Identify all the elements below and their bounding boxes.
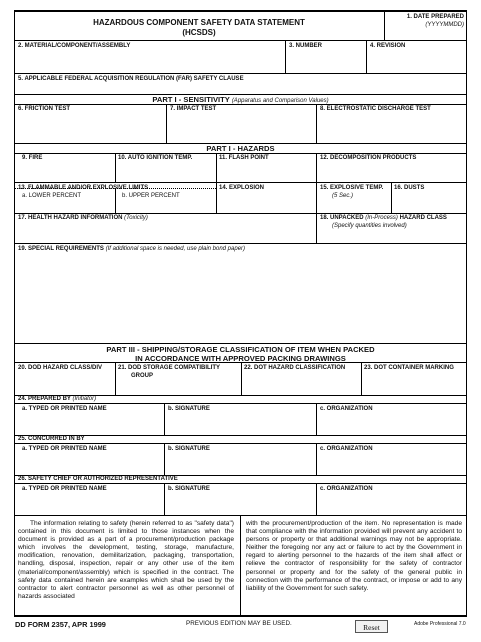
fire-label: 9. FIRE bbox=[22, 155, 43, 161]
rule bbox=[14, 40, 467, 41]
dod-hazard-class-label: 20. DOD HAZARD CLASS/DIV bbox=[18, 365, 103, 371]
flammable-limits-label: 13. FLAMMABLE AND/OR EXPLOSIVE LIMITS bbox=[18, 185, 149, 191]
dot-hazard-field[interactable] bbox=[242, 381, 361, 395]
number-field[interactable] bbox=[286, 51, 366, 73]
date-prepared-field[interactable] bbox=[385, 30, 466, 40]
concurred-signature-field[interactable] bbox=[165, 454, 316, 475]
toxicity-hint: (Toxicity) bbox=[124, 215, 148, 221]
special-requirements-hint: (If additional space is needed, use plain bond paper) bbox=[105, 246, 246, 252]
far-clause-label: 5. APPLICABLE FEDERAL ACQUISITION REGULATION (FAR) SAFETY CLAUSE bbox=[18, 76, 244, 82]
reset-button[interactable]: Reset bbox=[355, 620, 388, 633]
fire-field[interactable] bbox=[15, 163, 115, 182]
date-prepared-label: 1. DATE PREPARED bbox=[406, 14, 464, 20]
rule bbox=[14, 403, 467, 404]
dot-container-label: 23. DOT CONTAINER MARKING bbox=[364, 365, 454, 371]
hazard-class-title: HAZARD CLASS bbox=[399, 215, 447, 221]
rule bbox=[14, 182, 467, 183]
part3-heading bbox=[14, 345, 467, 363]
prepared-signature-label: b. SIGNATURE bbox=[168, 406, 210, 412]
safety-chief-label: 26. SAFETY CHIEF OR AUTHORIZED REPRESENTATIVE bbox=[18, 476, 178, 482]
concurred-signature-label: b. SIGNATURE bbox=[168, 446, 210, 452]
rule bbox=[14, 73, 467, 74]
safety-chief-organization-field[interactable] bbox=[317, 494, 466, 515]
part1-sensitivity-heading bbox=[14, 95, 467, 106]
form-title-line2: (HCSDS) bbox=[182, 28, 216, 37]
dod-storage-field[interactable] bbox=[116, 381, 241, 395]
form-title bbox=[14, 18, 384, 38]
upper-percent-field[interactable] bbox=[116, 201, 216, 213]
form-bottom-border bbox=[14, 615, 467, 617]
hcsds-form bbox=[14, 10, 467, 615]
part1-sensitivity-note: (Apparatus and Comparison Values) bbox=[231, 98, 329, 104]
number-label: 3. NUMBER bbox=[289, 43, 323, 49]
prepared-organization-field[interactable] bbox=[317, 414, 466, 435]
dod-storage-label: 21. DOD STORAGE COMPATIBILITY bbox=[118, 365, 221, 371]
rule bbox=[14, 443, 467, 444]
friction-test-label: 6. FRICTION TEST bbox=[18, 106, 71, 112]
explosive-temp-label: 15. EXPLOSIVE TEMP. bbox=[320, 185, 384, 191]
rule bbox=[14, 243, 467, 244]
far-clause-field[interactable] bbox=[15, 84, 466, 94]
flash-point-label: 11. FLASH POINT bbox=[219, 155, 269, 161]
rule bbox=[14, 153, 467, 154]
prepared-name-label: a. TYPED OR PRINTED NAME bbox=[22, 406, 107, 412]
electrostatic-test-field[interactable] bbox=[317, 114, 466, 143]
safety-chief-name-label: a. TYPED OR PRINTED NAME bbox=[22, 486, 107, 492]
dusts-label: 16. DUSTS bbox=[394, 185, 425, 191]
unpacked-hazard-label bbox=[320, 215, 447, 222]
prepared-by-label bbox=[18, 396, 96, 403]
impact-test-field[interactable] bbox=[167, 114, 316, 143]
rule bbox=[14, 343, 467, 344]
dod-storage-group-label: GROUP bbox=[131, 373, 154, 379]
concurred-name-field[interactable] bbox=[15, 454, 164, 475]
quantities-hint: (Specify quantities involved) bbox=[332, 223, 407, 229]
upper-percent-label: b. UPPER PERCENT bbox=[122, 193, 180, 199]
rule bbox=[14, 483, 467, 484]
part1-hazards-heading: PART I - HAZARDS bbox=[206, 144, 275, 153]
concurred-name-label: a. TYPED OR PRINTED NAME bbox=[22, 446, 107, 452]
form-title-line1: HAZARDOUS COMPONENT SAFETY DATA STATEMENT bbox=[93, 18, 305, 27]
impact-test-label: 7. IMPACT TEST bbox=[170, 106, 217, 112]
auto-ignition-field[interactable] bbox=[116, 163, 216, 182]
explosion-field[interactable] bbox=[217, 193, 316, 213]
health-hazard-title: 17. HEALTH HAZARD INFORMATION bbox=[18, 215, 123, 221]
decomposition-label: 12. DECOMPOSITION PRODUCTS bbox=[320, 155, 417, 161]
prepared-name-field[interactable] bbox=[15, 414, 164, 435]
safety-notice-left: The information relating to safety (herein referred to as "safety data") contained in this document is limited to those instances when the document is provided as a part of a procurement/production package which involves the development, testing, storage, manufacture, modification, renovation, demilitarization, packaging, transportation, handling, disposal, inspection, repair or any other use of the item (material/component/assembly) which is specified in the contract. The safety data contained herein are examples which shall be used by the contractor to alert contractor personnel as well as other personnel of hazards associated bbox=[18, 520, 234, 600]
prepared-organization-label: c. ORGANIZATION bbox=[320, 406, 373, 412]
previous-edition-note: PREVIOUS EDITION MAY BE USED. bbox=[186, 620, 292, 627]
part3-heading-line2: IN ACCORDANCE WITH APPROVED PACKING DRAWINGS bbox=[135, 354, 346, 363]
flash-point-field[interactable] bbox=[217, 163, 316, 182]
special-requirements-label bbox=[18, 246, 245, 253]
explosion-label: 14. EXPLOSION bbox=[219, 185, 265, 191]
decomposition-field[interactable] bbox=[317, 163, 466, 182]
special-requirements-title: 19. SPECIAL REQUIREMENTS bbox=[18, 246, 104, 252]
prepared-by-title: 24. PREPARED BY bbox=[18, 396, 71, 402]
safety-chief-organization-label: c. ORGANIZATION bbox=[320, 486, 373, 492]
health-hazard-label bbox=[18, 215, 148, 222]
auto-ignition-label: 10. AUTO IGNITION TEMP. bbox=[118, 155, 193, 161]
concurred-by-label: 25. CONCURRED IN BY bbox=[18, 436, 85, 442]
explosive-temp-hint: (5 Sec.) bbox=[332, 193, 354, 199]
safety-notice-right: with the procurement/production of the item. No representation is made that compliance with the information provided will prevent any accident to persons or property or that additional warnings may not be appropriate. Neither the foregoing nor any act or failure to act by the Government in regard to alerting personnel to the hazards of the item shall affect or relieve the contractor of responsibility for the safety of contractor personnel or property and for the safety of the general public in connection with the performance of the contract, or impose or add to any liability of the Government for such safety. bbox=[246, 520, 462, 592]
concurred-organization-label: c. ORGANIZATION bbox=[320, 446, 373, 452]
dusts-field[interactable] bbox=[392, 193, 466, 213]
safety-chief-signature-field[interactable] bbox=[165, 494, 316, 515]
concurred-organization-field[interactable] bbox=[317, 454, 466, 475]
form-number: DD FORM 2357, APR 1999 bbox=[15, 620, 106, 629]
revision-field[interactable] bbox=[367, 51, 466, 73]
friction-test-field[interactable] bbox=[15, 114, 166, 143]
safety-chief-name-field[interactable] bbox=[15, 494, 164, 515]
initiator-hint: (Initiator) bbox=[72, 396, 97, 402]
software-version: Adobe Professional 7.0 bbox=[414, 621, 466, 627]
safety-chief-signature-label: b. SIGNATURE bbox=[168, 486, 210, 492]
date-format-hint: (YYYYMMDD) bbox=[425, 22, 464, 28]
revision-label: 4. REVISION bbox=[370, 43, 406, 49]
in-process-hint: (In-Process) bbox=[365, 215, 398, 221]
dod-hazard-class-field[interactable] bbox=[15, 381, 115, 395]
explosive-temp-field[interactable] bbox=[317, 201, 391, 213]
rule bbox=[14, 213, 467, 214]
material-field[interactable] bbox=[15, 51, 285, 73]
part3-heading-line1: PART III - SHIPPING/STORAGE CLASSIFICATION OF ITEM WHEN PACKED bbox=[106, 345, 375, 354]
material-label: 2. MATERIAL/COMPONENT/ASSEMBLY bbox=[18, 43, 131, 49]
health-hazard-field[interactable] bbox=[15, 223, 316, 243]
dot-hazard-label: 22. DOT HAZARD CLASSIFICATION bbox=[244, 365, 346, 371]
part1-sensitivity-title: PART I - SENSITIVITY bbox=[152, 95, 230, 104]
special-requirements-field[interactable] bbox=[15, 254, 466, 343]
electrostatic-test-label: 8. ELECTROSTATIC DISCHARGE TEST bbox=[320, 106, 431, 112]
rule bbox=[240, 515, 241, 615]
lower-percent-field[interactable] bbox=[15, 201, 115, 213]
dot-container-field[interactable] bbox=[362, 381, 466, 395]
prepared-signature-field[interactable] bbox=[165, 414, 316, 435]
unpacked-hazard-field[interactable] bbox=[317, 231, 466, 243]
form-top-border bbox=[14, 10, 467, 12]
unpacked-title: 18. UNPACKED bbox=[320, 215, 364, 221]
lower-percent-label: a. LOWER PERCENT bbox=[22, 193, 82, 199]
